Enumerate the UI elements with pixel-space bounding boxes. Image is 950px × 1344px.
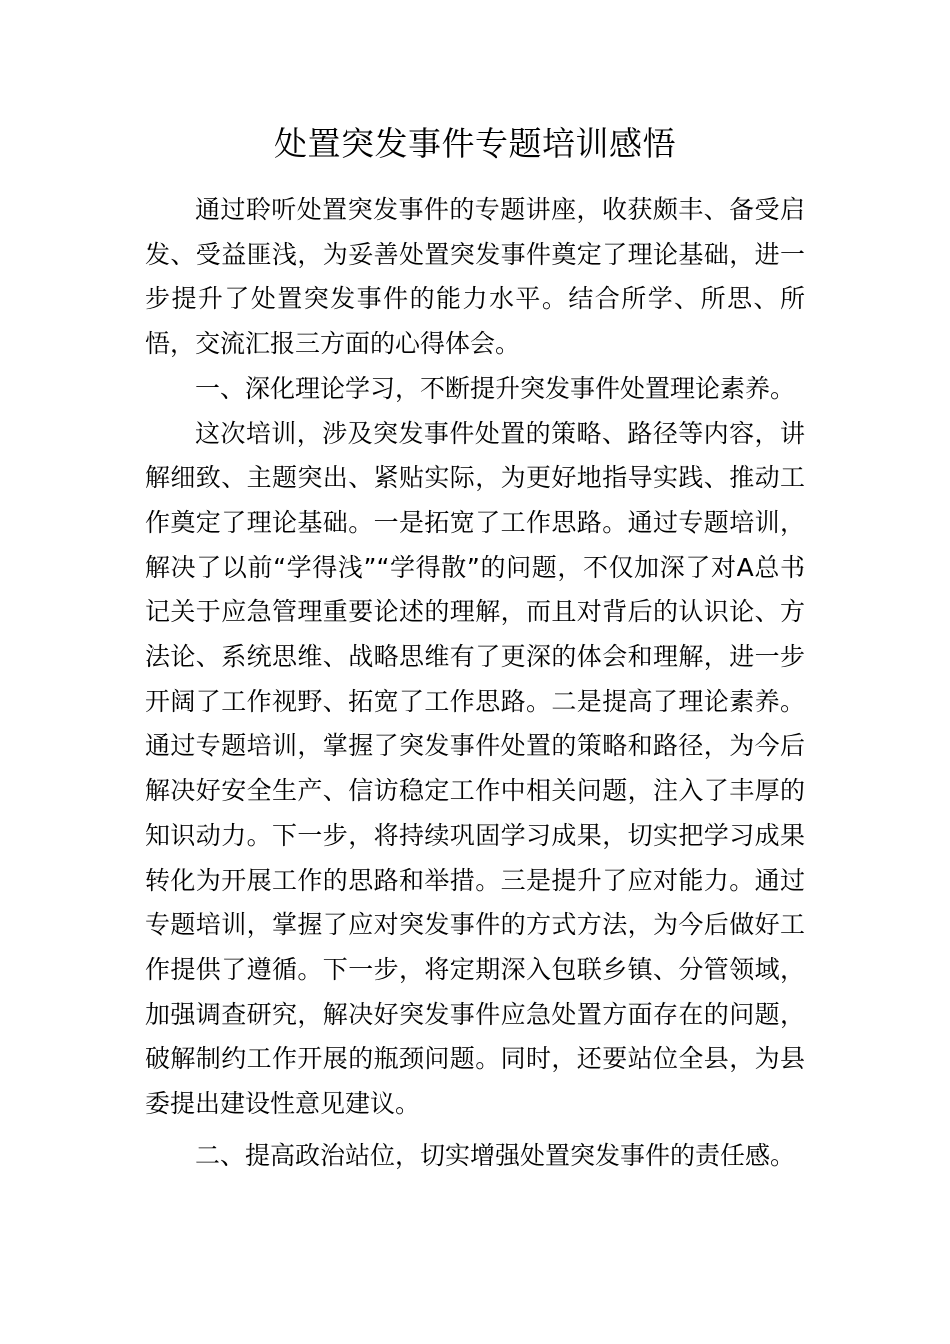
section-1-paragraph: 这次培训，涉及突发事件处置的策略、路径等内容，讲解细致、主题突出、紧贴实际，为更好地指导实践、推动工作奠定了理论基础。一是拓宽了工作思路。通过专题培训，解决了以前“学得浅”“学得散”的问题，不仅加深了对A总书记关于应急管理重要论述的理解，而且对背后的认识论、方法论、系统思维、战略思维有了更深的体会和理解，进一步开阔了工作视野、拓宽了工作思路。二是提高了理论素养。通过专题培训，掌握了突发事件处置的策略和路径，为今后解决好安全生产、信访稳定工作中相关问题，注入了丰厚的知识动力。下一步，将持续巩固学习成果，切实把学习成果转化为开展工作的思路和举措。三是提升了应对能力。通过专题培训，掌握了应对突发事件的方式方法，为今后做好工作提供了遵循。下一步，将定期深入包联乡镇、分管领域，加强调查研究，解决好突发事件应急处置方面存在的问题，破解制约工作开展的瓶颈问题。同时，还要站位全县，为县委提出建设性意见建议。 bbox=[145, 418, 805, 1119]
intro-paragraph: 通过聆听处置突发事件的专题讲座，收获颇丰、备受启发、受益匪浅，为妥善处置突发事件奠定了理论基础，进一步提升了处置突发事件的能力水平。结合所学、所思、所悟，交流汇报三方面的心得体会。 bbox=[145, 195, 805, 359]
document-title: 处置突发事件专题培训感悟 bbox=[274, 124, 676, 163]
document-body bbox=[145, 188, 805, 1178]
section-heading-1: 一、深化理论学习，不断提升突发事件处置理论素养。 bbox=[195, 373, 796, 403]
section-heading-2: 二、提高政治站位，切实增强处置突发事件的责任感。 bbox=[195, 1140, 796, 1170]
